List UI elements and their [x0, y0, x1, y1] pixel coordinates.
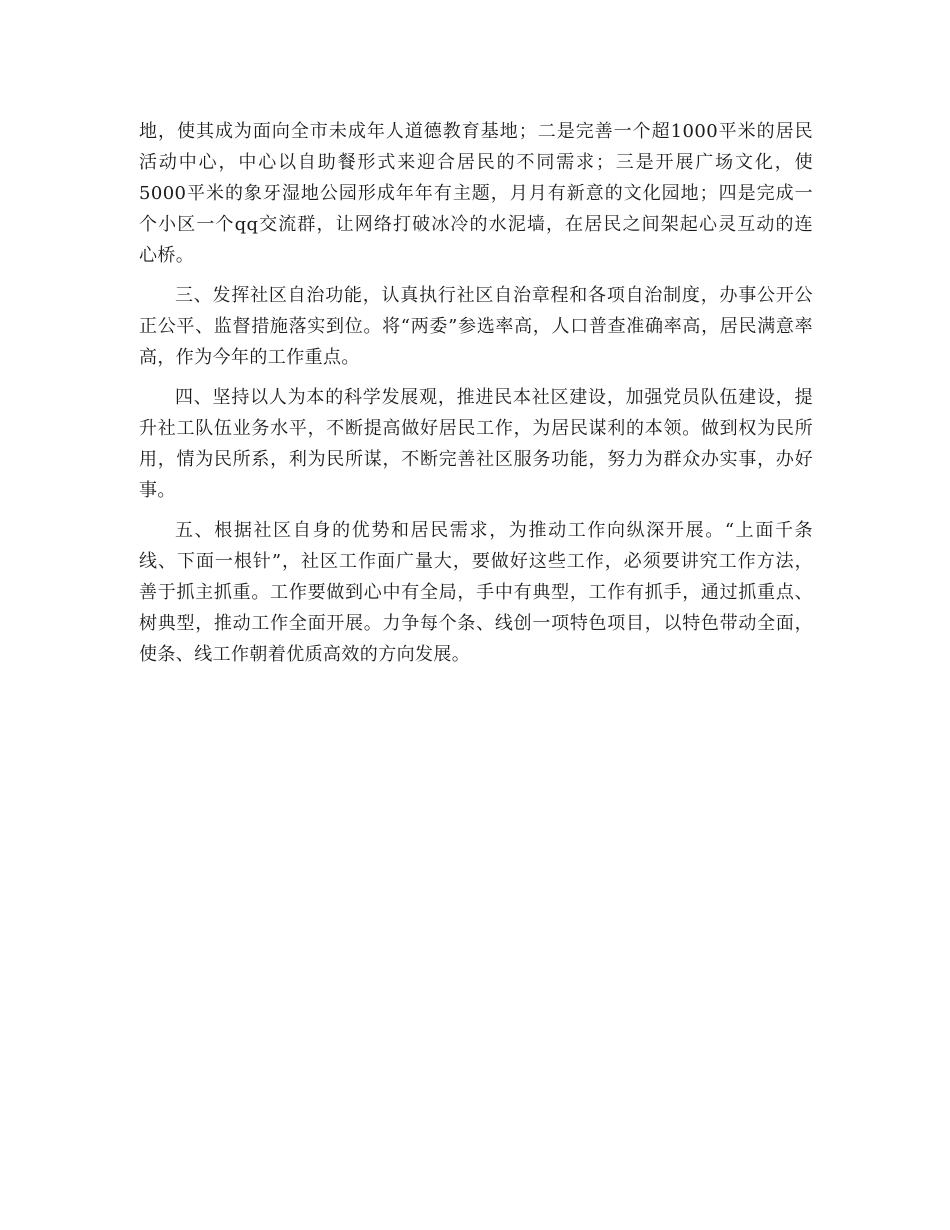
paragraph-line: 心桥。	[139, 245, 195, 266]
paragraph-line: 5000平米的象牙湿地公园形成年年有主题，月月有新意的文化园地；四是完成一	[139, 183, 813, 204]
paragraph-line: 使条、线工作朝着优质高效的方向发展。	[139, 644, 471, 665]
paragraph-line: 个小区一个qq交流群，让网络打破冰冷的水泥墙，在居民之间架起心灵互动的连	[139, 214, 813, 235]
paragraph-line: 正公平、监督措施落实到位。将“两委”参选率高，人口普查准确率高，居民满意率	[139, 316, 813, 337]
paragraph-line: 事。	[139, 480, 176, 501]
paragraph-continuation	[139, 116, 813, 271]
paragraph-line: 活动中心，中心以自助餐形式来迎合居民的不同需求；三是开展广场文化，使	[139, 152, 813, 173]
paragraph-line: 三、发挥社区自治功能，认真执行社区自治章程和各项自治制度，办事公开公	[175, 285, 813, 306]
paragraph-line: 五、根据社区自身的优势和居民需求，为推动工作向纵深开展。“上面千条	[175, 520, 813, 541]
paragraph-line: 升社工队伍业务水平，不断提高做好居民工作，为居民谋利的本领。做到权为民所	[139, 418, 813, 439]
paragraph-line: 地，使其成为面向全市未成年人道德教育基地；二是完善一个超1000平米的居民	[139, 121, 813, 142]
paragraph-line: 树典型，推动工作全面开展。力争每个条、线创一项特色项目，以特色带动全面，	[139, 613, 813, 634]
paragraph-section-3	[139, 280, 813, 373]
paragraph-line: 线、下面一根针”，社区工作面广量大，要做好这些工作，必须要讲究工作方法，	[139, 551, 813, 572]
document-body	[139, 116, 813, 670]
paragraph-line: 用，情为民所系，利为民所谋，不断完善社区服务功能，努力为群众办实事，办好	[139, 449, 813, 470]
paragraph-spacer	[139, 506, 813, 515]
paragraph-spacer	[139, 271, 813, 280]
paragraph-section-4	[139, 382, 813, 506]
paragraph-line: 四、坚持以人为本的科学发展观，推进民本社区建设，加强党员队伍建设，提	[175, 387, 813, 408]
paragraph-section-5	[139, 515, 813, 670]
paragraph-line: 善于抓主抓重。工作要做到心中有全局，手中有典型，工作有抓手，通过抓重点、	[139, 582, 813, 603]
paragraph-spacer	[139, 373, 813, 382]
paragraph-line: 高，作为今年的工作重点。	[139, 347, 360, 368]
